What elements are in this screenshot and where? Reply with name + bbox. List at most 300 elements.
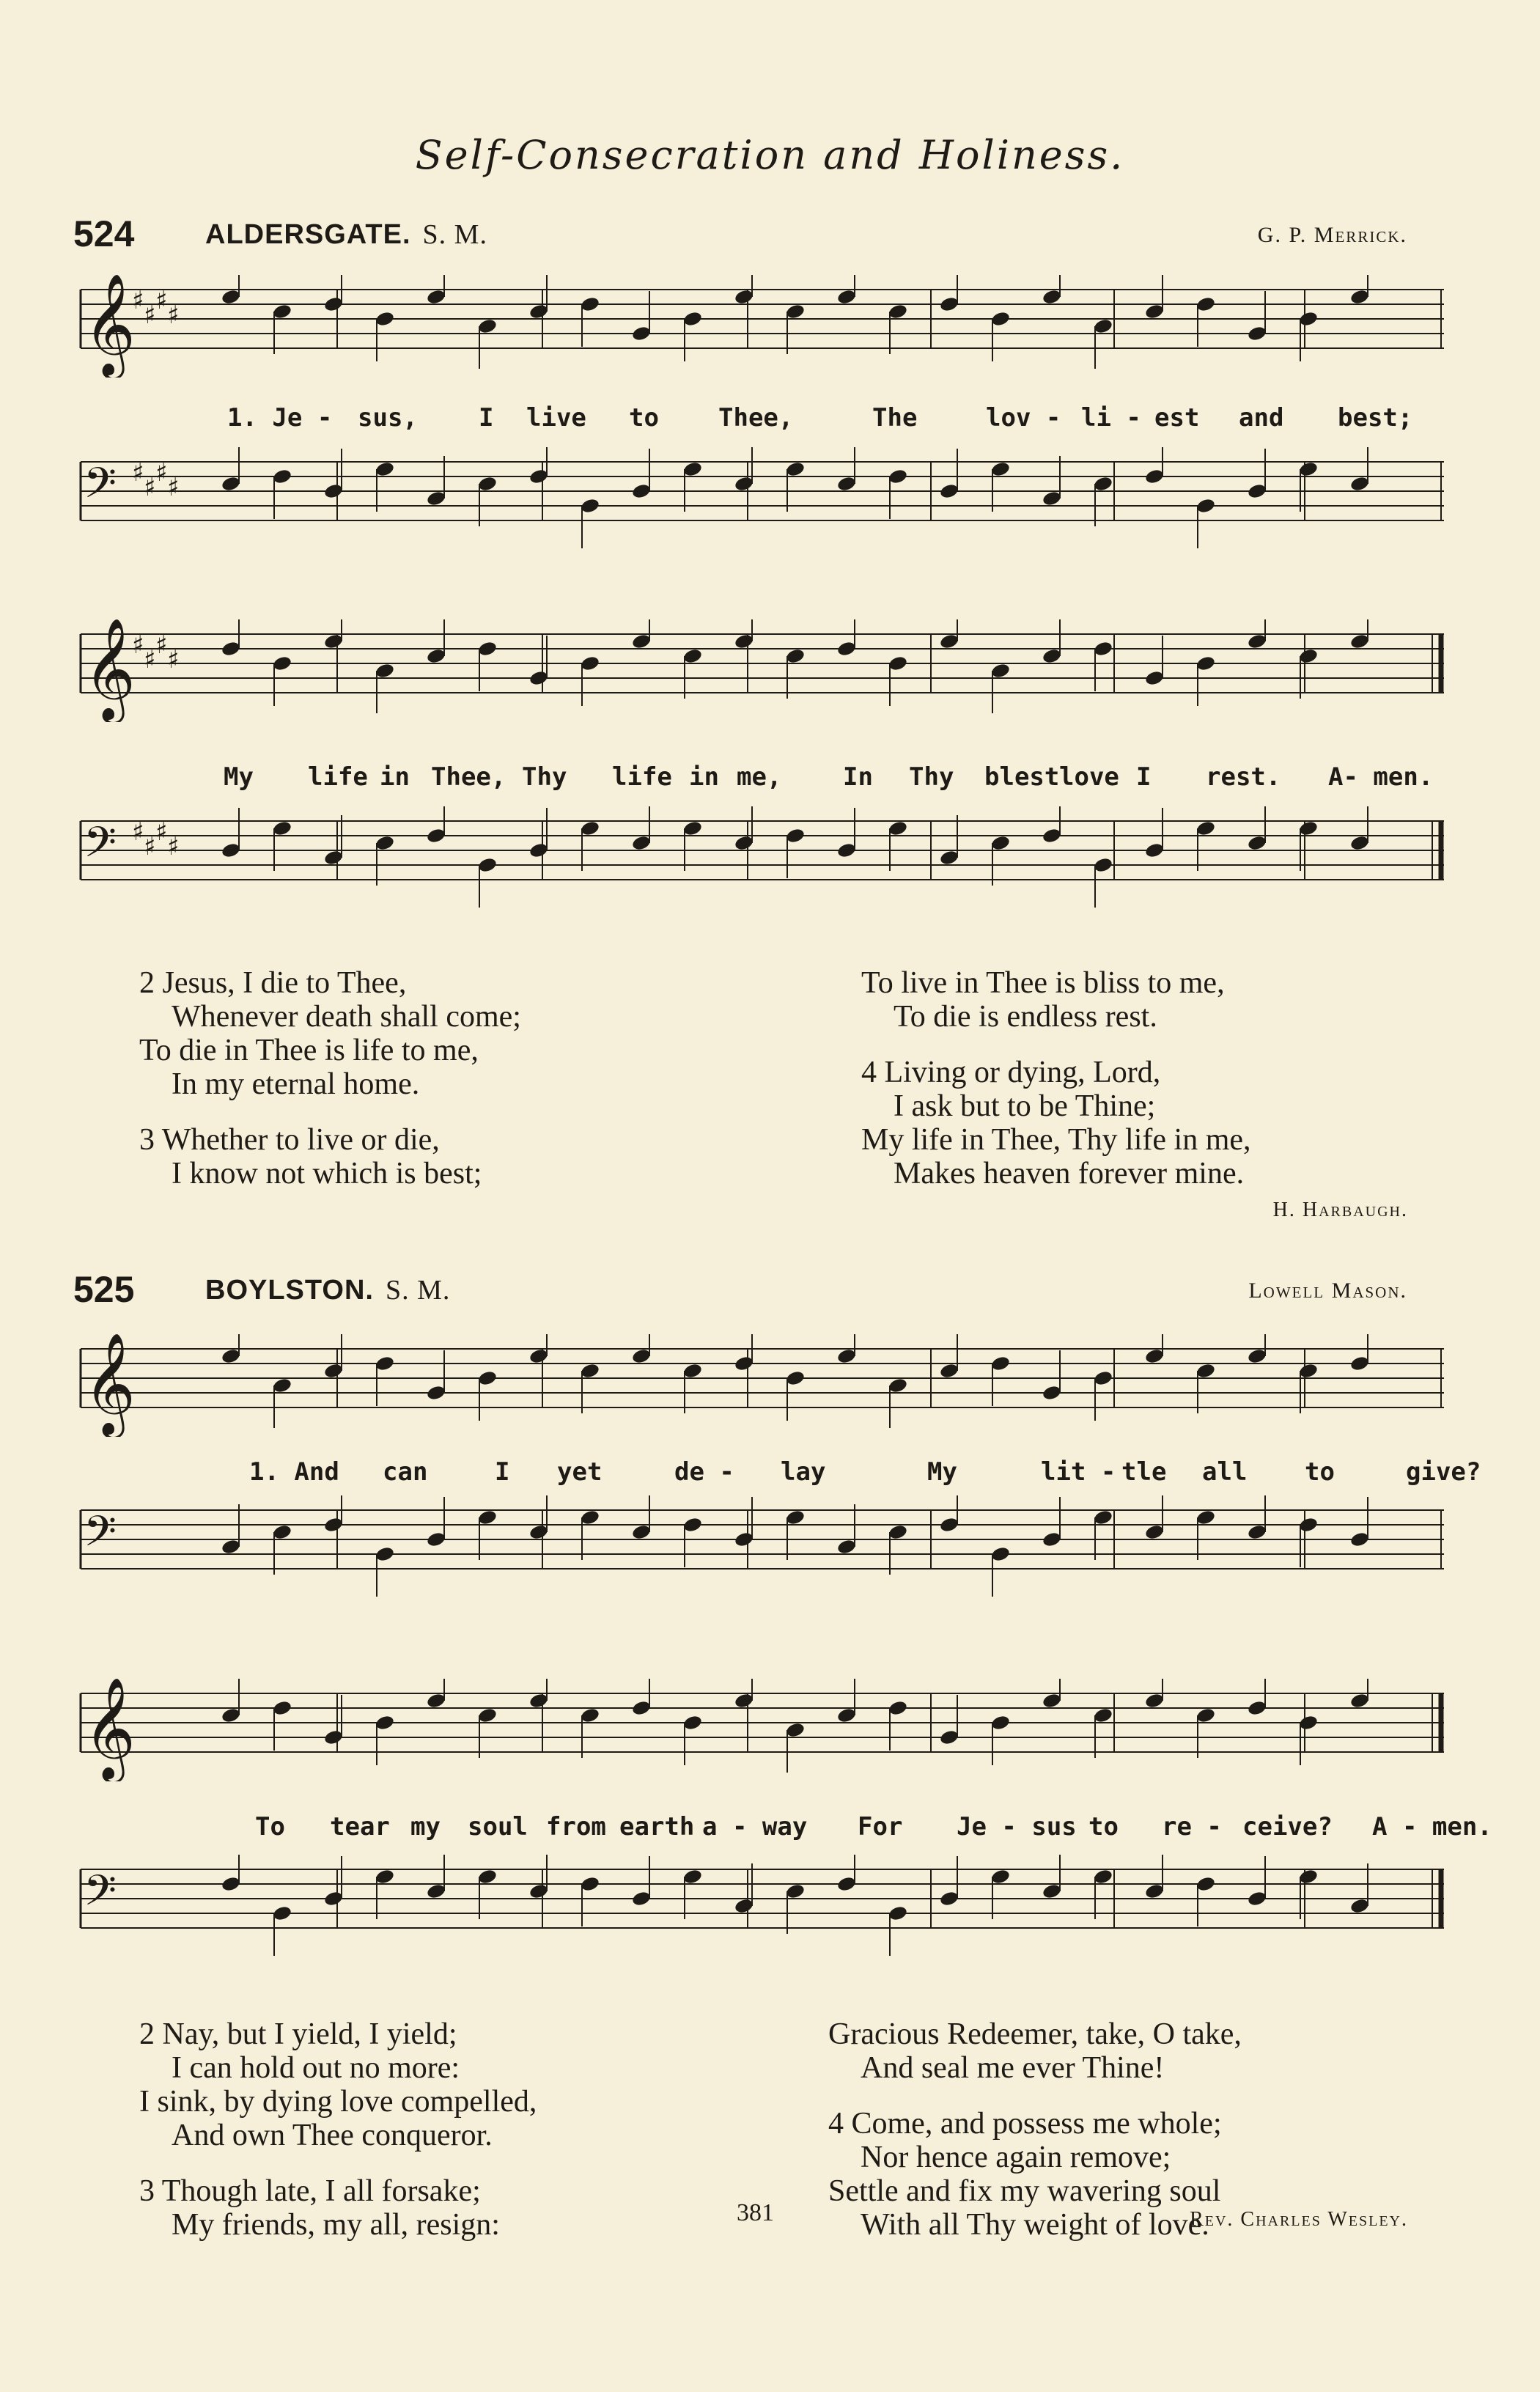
syllable: live (526, 403, 586, 433)
syllable: sus, (358, 403, 418, 433)
notehead (1144, 1347, 1165, 1364)
hymn-525-system-1-bass (73, 1495, 1451, 1620)
notehead (1247, 1890, 1267, 1907)
notehead (477, 1707, 498, 1723)
notehead (1298, 1516, 1319, 1533)
notehead (528, 1347, 549, 1364)
notehead (477, 640, 498, 657)
verse-line: I can hold out no more: (172, 2051, 460, 2085)
sharp-icon: ♯ (144, 832, 156, 861)
notehead (836, 842, 857, 858)
hymn-524-verses-right (861, 966, 1251, 1191)
syllable: from (546, 1812, 606, 1841)
notehead (682, 1516, 703, 1533)
notehead (785, 303, 806, 320)
notehead (1144, 1692, 1165, 1709)
hymn-525-system-2-bass (73, 1855, 1451, 1979)
hymn-525-author: Rev. Charles Wesley. (1190, 2208, 1408, 2231)
verse-line: To die in Thee is life to me, (139, 1034, 479, 1067)
notehead (375, 1545, 395, 1562)
tune-name: BOYLSTON. S. M. (205, 1275, 451, 1306)
notehead (1298, 310, 1319, 327)
notehead (1144, 303, 1165, 320)
notehead (990, 834, 1011, 851)
notehead (1093, 1509, 1113, 1526)
notehead (426, 1692, 446, 1709)
sharp-icon: ♯ (132, 458, 144, 487)
syllable: me, (737, 762, 782, 792)
syllable: Thy (522, 762, 567, 792)
syllable: best; (1338, 403, 1413, 433)
syllable: 1. Je - (227, 403, 333, 433)
notehead (528, 669, 549, 686)
notehead (1144, 1523, 1165, 1540)
notehead (682, 1362, 703, 1379)
bass-clef-icon: 𝄢 (84, 817, 117, 877)
sharp-icon: ♯ (155, 817, 168, 847)
notehead (221, 1347, 241, 1364)
bass-clef-icon: 𝄢 (84, 458, 117, 518)
notehead (1042, 827, 1062, 844)
notehead (1349, 1897, 1370, 1914)
notehead (631, 1890, 652, 1907)
sharp-icon: ♯ (167, 645, 180, 674)
notehead (375, 662, 395, 679)
notehead (323, 1729, 344, 1745)
notehead (1144, 842, 1165, 858)
notehead (1042, 288, 1062, 305)
notehead (990, 1355, 1011, 1372)
notehead (631, 834, 652, 851)
hymn-number: 524 (73, 213, 135, 254)
notehead (375, 1355, 395, 1372)
syllable: li - (1081, 403, 1141, 433)
syllable: Je - sus (957, 1812, 1077, 1841)
notehead (785, 827, 806, 844)
syllable: rest. (1206, 762, 1281, 792)
notehead (836, 1707, 857, 1723)
notehead (1042, 1692, 1062, 1709)
sharp-icon: ♯ (167, 832, 180, 861)
notehead (1144, 468, 1165, 485)
notehead (528, 1883, 549, 1899)
notehead (580, 1509, 600, 1526)
notehead (323, 849, 344, 866)
notehead (990, 662, 1011, 679)
notehead (1195, 1509, 1216, 1526)
notehead (631, 1699, 652, 1716)
verse-line: 2 Nay, but I yield, I yield; (139, 2017, 457, 2051)
notehead (1349, 834, 1370, 851)
notehead (734, 475, 754, 492)
notehead (1349, 475, 1370, 492)
syllable: re - (1162, 1812, 1222, 1841)
notehead (836, 1538, 857, 1555)
notehead (734, 1531, 754, 1548)
composer: G. P. Merrick. (1257, 223, 1407, 247)
bass-clef-icon: 𝄢 (84, 1866, 117, 1926)
verse-line: To live in Thee is bliss to me, (861, 966, 1225, 1000)
treble-clef-icon: 𝄞 (84, 619, 136, 720)
notehead (734, 1355, 754, 1372)
notehead (682, 460, 703, 477)
notehead (734, 834, 754, 851)
sharp-icon: ♯ (132, 286, 144, 315)
verse-line: Gracious Redeemer, take, O take, (828, 2017, 1242, 2051)
notehead (1093, 856, 1113, 873)
notehead (1195, 1707, 1216, 1723)
notehead (323, 1516, 344, 1533)
notehead (272, 468, 292, 485)
notehead (682, 647, 703, 664)
bass-staff (73, 1855, 1451, 1979)
notehead (426, 1531, 446, 1548)
notehead (1093, 640, 1113, 657)
notehead (888, 655, 908, 671)
notehead (528, 842, 549, 858)
page-number: 381 (737, 2199, 774, 2226)
notehead (888, 1905, 908, 1921)
verse-line: Whenever death shall come; (172, 1000, 521, 1034)
syllable: ceive? (1242, 1812, 1333, 1841)
notehead (477, 475, 498, 492)
meter: S. M. (422, 219, 487, 250)
notehead (272, 1377, 292, 1394)
treble-staff (73, 619, 1451, 722)
notehead (580, 1707, 600, 1723)
notehead (682, 1868, 703, 1885)
notehead (1195, 820, 1216, 836)
syllable: A- men. (1328, 762, 1434, 792)
notehead (1298, 460, 1319, 477)
notehead (1298, 1868, 1319, 1885)
notehead (580, 655, 600, 671)
notehead (836, 640, 857, 657)
sharp-icon: ♯ (167, 301, 180, 330)
notehead (1042, 647, 1062, 664)
hymn-524-verses-left (139, 966, 521, 1191)
syllable: 1. And (249, 1457, 339, 1487)
syllable: in (380, 762, 410, 792)
notehead (375, 460, 395, 477)
notehead (1093, 1707, 1113, 1723)
syllable: lov - (986, 403, 1061, 433)
syllable: I (495, 1457, 510, 1487)
notehead (272, 303, 292, 320)
notehead (682, 310, 703, 327)
verse-line: And own Thee conqueror. (172, 2119, 493, 2152)
verse-line: I sink, by dying love compelled, (139, 2085, 537, 2119)
verse-line: Nor hence again remove; (861, 2141, 1171, 2174)
notehead (785, 647, 806, 664)
notehead (1349, 633, 1370, 649)
hymn-524-lyrics-line-1 (73, 403, 1451, 440)
notehead (1093, 317, 1113, 334)
notehead (888, 1523, 908, 1540)
meter: S. M. (386, 1275, 451, 1306)
notehead (375, 1868, 395, 1885)
sharp-icon: ♯ (144, 473, 156, 502)
sharp-icon: ♯ (132, 817, 144, 847)
notehead (990, 1714, 1011, 1731)
notehead (939, 482, 959, 499)
notehead (1349, 1692, 1370, 1709)
notehead (580, 295, 600, 312)
notehead (1298, 1362, 1319, 1379)
syllable: Thy (909, 762, 954, 792)
syllable: all (1202, 1457, 1248, 1487)
notehead (580, 1362, 600, 1379)
syllable: Thee, (718, 403, 794, 433)
notehead (477, 1369, 498, 1386)
notehead (836, 1875, 857, 1892)
notehead (1195, 295, 1216, 312)
treble-clef-icon: 𝄞 (84, 1334, 136, 1435)
syllable: tear (330, 1812, 390, 1841)
notehead (939, 849, 959, 866)
notehead (1349, 1355, 1370, 1372)
notehead (888, 820, 908, 836)
notehead (734, 288, 754, 305)
syllable: soul (468, 1812, 528, 1841)
notehead (734, 1692, 754, 1709)
notehead (682, 820, 703, 836)
notehead (990, 1868, 1011, 1885)
hymn-524-system-2-bass (73, 806, 1451, 931)
notehead (1093, 475, 1113, 492)
notehead (1195, 1362, 1216, 1379)
hymn-524-header (73, 213, 1407, 257)
notehead (836, 475, 857, 492)
treble-staff (73, 275, 1451, 378)
notehead (1247, 482, 1267, 499)
sharp-icon: ♯ (155, 286, 168, 315)
notehead (1247, 325, 1267, 342)
notehead (1195, 1875, 1216, 1892)
syllable: my (410, 1812, 441, 1841)
notehead (1042, 1883, 1062, 1899)
notehead (1349, 1531, 1370, 1548)
hymn-number: 525 (73, 1269, 135, 1310)
notehead (426, 827, 446, 844)
notehead (221, 1538, 241, 1555)
verse-line: And seal me ever Thine! (861, 2051, 1165, 2085)
sharp-icon: ♯ (132, 630, 144, 660)
notehead (477, 1868, 498, 1885)
notehead (1298, 647, 1319, 664)
hymn-525-verses-right (828, 2017, 1242, 2242)
verse-line: With all Thy weight of love. (861, 2208, 1209, 2242)
treble-clef-icon: 𝄞 (84, 275, 136, 375)
treble-clef-icon: 𝄞 (84, 1679, 136, 1779)
verse-line: 4 Living or dying, Lord, (861, 1056, 1161, 1089)
notehead (1195, 497, 1216, 514)
verse-line: Settle and fix my wavering soul (828, 2174, 1221, 2208)
notehead (528, 303, 549, 320)
syllable: to (1088, 1812, 1119, 1841)
syllable: lay (781, 1457, 826, 1487)
notehead (785, 1369, 806, 1386)
syllable: My (224, 762, 254, 792)
notehead (221, 640, 241, 657)
notehead (939, 1516, 959, 1533)
notehead (323, 482, 344, 499)
syllable: in (689, 762, 719, 792)
syllable: A - men. (1372, 1812, 1492, 1841)
syllable: Thee, (431, 762, 506, 792)
syllable: For (858, 1812, 903, 1841)
syllable: est (1154, 403, 1200, 433)
syllable: to (1305, 1457, 1335, 1487)
notehead (221, 1707, 241, 1723)
notehead (888, 1377, 908, 1394)
syllable: de - (674, 1457, 734, 1487)
sharp-icon: ♯ (155, 630, 168, 660)
notehead (631, 1523, 652, 1540)
notehead (1144, 669, 1165, 686)
notehead (323, 1890, 344, 1907)
syllable: In (843, 762, 873, 792)
hymn-524-system-1-bass (73, 447, 1451, 572)
notehead (785, 1883, 806, 1899)
verse-line: 3 Whether to live or die, (139, 1123, 440, 1157)
bass-staff (73, 1495, 1451, 1620)
notehead (1247, 834, 1267, 851)
notehead (1349, 288, 1370, 305)
notehead (323, 1362, 344, 1379)
tune-name: ALDERSGATE. S. M. (205, 219, 487, 250)
notehead (888, 468, 908, 485)
hymn-524-system-2-treble (73, 619, 1451, 722)
verse-line: 4 Come, and possess me whole; (828, 2107, 1222, 2141)
sharp-icon: ♯ (144, 645, 156, 674)
notehead (1247, 1699, 1267, 1716)
syllable: life (308, 762, 368, 792)
notehead (375, 310, 395, 327)
notehead (477, 317, 498, 334)
notehead (631, 325, 652, 342)
hymn-525-header (73, 1268, 1407, 1312)
notehead (1195, 655, 1216, 671)
hymn-524-system-1-treble (73, 275, 1451, 378)
syllable: My (927, 1457, 957, 1487)
hymn-525-system-1-treble (73, 1334, 1451, 1437)
bass-clef-icon: 𝄢 (84, 1506, 117, 1567)
notehead (1247, 1347, 1267, 1364)
notehead (1144, 1883, 1165, 1899)
notehead (1093, 1369, 1113, 1386)
notehead (221, 842, 241, 858)
notehead (528, 1523, 549, 1540)
notehead (272, 1523, 292, 1540)
sharp-icon: ♯ (155, 458, 168, 487)
notehead (528, 1692, 549, 1709)
treble-staff (73, 1679, 1451, 1781)
verse-line: Makes heaven forever mine. (894, 1157, 1245, 1191)
notehead (272, 1905, 292, 1921)
notehead (426, 1883, 446, 1899)
notehead (888, 303, 908, 320)
verse-line: My friends, my all, resign: (172, 2208, 500, 2242)
hymn-525-lyrics-line-2 (73, 1812, 1492, 1849)
notehead (221, 288, 241, 305)
verse-line: My life in Thee, Thy life in me, (861, 1123, 1251, 1157)
notehead (323, 295, 344, 312)
notehead (785, 1509, 806, 1526)
notehead (939, 1729, 959, 1745)
notehead (221, 475, 241, 492)
syllable: to (629, 403, 659, 433)
notehead (785, 460, 806, 477)
notehead (426, 647, 446, 664)
hymn-525-lyrics-line-1 (73, 1457, 1481, 1494)
notehead (1093, 1868, 1113, 1885)
syllable: life (612, 762, 672, 792)
notehead (1247, 633, 1267, 649)
notehead (631, 482, 652, 499)
notehead (426, 1384, 446, 1401)
notehead (426, 490, 446, 507)
sharp-icon: ♯ (167, 473, 180, 502)
notehead (785, 1721, 806, 1738)
notehead (939, 295, 959, 312)
notehead (272, 1699, 292, 1716)
syllable: can (383, 1457, 428, 1487)
notehead (939, 633, 959, 649)
hymn-524-lyrics-line-2 (73, 762, 1451, 799)
verse-line: To die is endless rest. (894, 1000, 1157, 1034)
composer: Lowell Mason. (1248, 1278, 1407, 1303)
notehead (1247, 1523, 1267, 1540)
syllable: I (479, 403, 494, 433)
bass-staff (73, 447, 1451, 572)
verse-line: In my eternal home. (172, 1067, 420, 1101)
hymn-525-system-2-treble (73, 1679, 1451, 1781)
notehead (1042, 490, 1062, 507)
syllable: earth (619, 1812, 695, 1841)
hymn-525-verses-left (139, 2017, 537, 2242)
syllable: give? (1406, 1457, 1481, 1487)
notehead (990, 1545, 1011, 1562)
notehead (323, 633, 344, 649)
verse-line: I know not which is best; (172, 1157, 482, 1191)
notehead (1042, 1531, 1062, 1548)
notehead (477, 1509, 498, 1526)
notehead (1298, 820, 1319, 836)
syllable: The (872, 403, 918, 433)
notehead (888, 1699, 908, 1716)
notehead (272, 655, 292, 671)
syllable: and (1239, 403, 1284, 433)
notehead (939, 1890, 959, 1907)
notehead (375, 834, 395, 851)
treble-staff (73, 1334, 1451, 1437)
syllable: lit - (1041, 1457, 1116, 1487)
verse-line: I ask but to be Thine; (894, 1089, 1156, 1123)
notehead (682, 1714, 703, 1731)
notehead (990, 460, 1011, 477)
notehead (580, 820, 600, 836)
syllable: To (255, 1812, 285, 1841)
syllable: love (1059, 762, 1119, 792)
notehead (375, 1714, 395, 1731)
notehead (631, 1347, 652, 1364)
verse-line: 3 Though late, I all forsake; (139, 2174, 481, 2208)
notehead (734, 633, 754, 649)
notehead (1298, 1714, 1319, 1731)
syllable: blest (984, 762, 1060, 792)
syllable: tle (1121, 1457, 1167, 1487)
